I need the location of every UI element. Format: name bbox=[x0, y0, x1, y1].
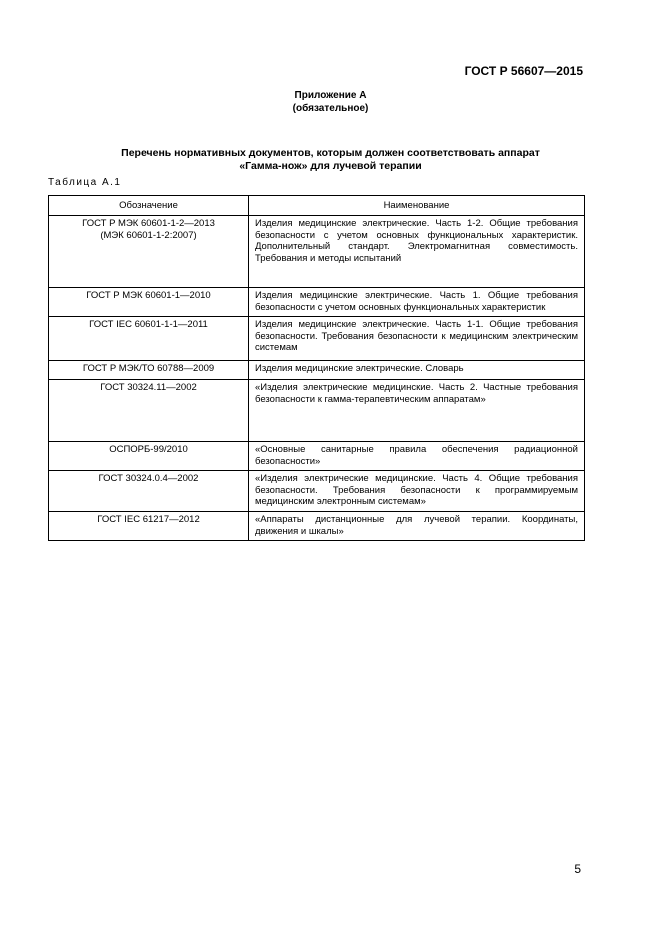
name-cell: Изделия медицинские электрические. Словарь bbox=[249, 361, 585, 380]
designation-alt-text: (МЭК 60601-1-2:2007) bbox=[100, 229, 197, 241]
name-cell: «Изделия электрические медицинские. Часть 4. Общие требования безопасности. Требования безопасности к программируемым медицинским электронным системам» bbox=[249, 471, 585, 512]
name-cell: Изделия медицинские электрические. Часть 1-2. Общие требования безопасности с учетом основных функциональных характеристик. Дополнительный стандарт. Электромагнитная совместимость. Требования и методы испытаний bbox=[249, 216, 585, 288]
table-row bbox=[49, 361, 585, 380]
designation-cell: ГОСТ Р МЭК/ТО 60788—2009 bbox=[49, 361, 249, 380]
list-title bbox=[0, 147, 661, 173]
designation-cell: ГОСТ Р МЭК 60601-1—2010 bbox=[49, 288, 249, 317]
table-row bbox=[49, 380, 585, 442]
name-cell: «Изделия электрические медицинские. Часть 2. Частные требования безопасности к гамма-терапевтическим аппаратам» bbox=[249, 380, 585, 442]
appendix-heading bbox=[0, 89, 661, 115]
normative-documents-table bbox=[48, 195, 585, 541]
table-row bbox=[49, 471, 585, 512]
list-title-line1: Перечень нормативных документов, которым должен соответствовать аппарат bbox=[121, 147, 540, 159]
column-header-name: Наименование bbox=[249, 196, 585, 216]
table-row bbox=[49, 442, 585, 471]
table-label: Таблица А.1 bbox=[48, 177, 122, 188]
designation-text: ГОСТ Р МЭК 60601-1-2—2013 bbox=[82, 218, 215, 229]
designation-cell: ГОСТ 30324.11—2002 bbox=[49, 380, 249, 442]
designation-cell: ОСПОРБ-99/2010 bbox=[49, 442, 249, 471]
designation-cell: ГОСТ IEC 60601-1-1—2011 bbox=[49, 317, 249, 361]
table-row bbox=[49, 216, 585, 288]
table-row bbox=[49, 317, 585, 361]
table-row bbox=[49, 288, 585, 317]
appendix-title: Приложение А bbox=[294, 90, 367, 101]
designation-cell: ГОСТ IEC 61217—2012 bbox=[49, 512, 249, 541]
document-code: ГОСТ Р 56607—2015 bbox=[464, 64, 583, 78]
name-cell: «Основные санитарные правила обеспечения радиационной безопасности» bbox=[249, 442, 585, 471]
designation-cell bbox=[49, 216, 249, 288]
name-cell: «Аппараты дистанционные для лучевой терапии. Координаты, движения и шкалы» bbox=[249, 512, 585, 541]
list-title-line2: «Гамма-нож» для лучевой терапии bbox=[239, 160, 422, 172]
page-number: 5 bbox=[574, 862, 581, 876]
name-cell: Изделия медицинские электрические. Часть 1-1. Общие требования безопасности. Требования безопасности к медицинским электрическим системам bbox=[249, 317, 585, 361]
column-header-designation: Обозначение bbox=[49, 196, 249, 216]
designation-cell: ГОСТ 30324.0.4—2002 bbox=[49, 471, 249, 512]
appendix-status: (обязательное) bbox=[292, 103, 369, 114]
name-cell: Изделия медицинские электрические. Часть 1. Общие требования безопасности с учетом основных функциональных характеристик bbox=[249, 288, 585, 317]
table-header-row bbox=[49, 196, 585, 216]
table-row bbox=[49, 512, 585, 541]
